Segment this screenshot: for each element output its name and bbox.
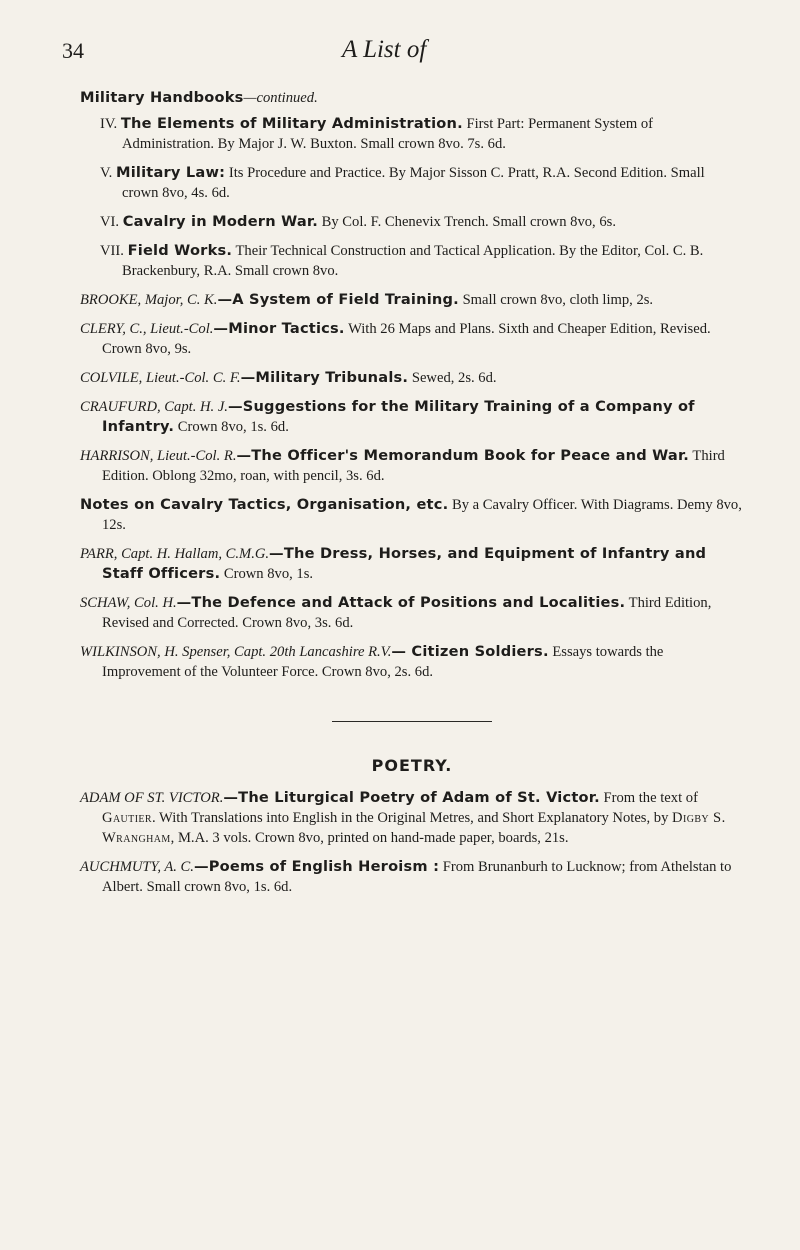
entry-author: AUCHMUTY, A. C.: [80, 859, 194, 875]
poetry-entry: [80, 857, 744, 897]
entry-details: Crown 8vo, 1s.: [223, 566, 314, 582]
entry-details: By a Cavalry Officer. With Diagrams. Demy 8vo, 12s.: [102, 497, 742, 533]
catalogue-entry: [80, 495, 744, 535]
entry-title: The Elements of Military Administration.: [120, 115, 463, 132]
entry-details: , M.A. 3 vols. Crown 8vo, printed on hand-made paper, boards, 21s.: [170, 830, 569, 846]
editor-name: Gautier: [102, 810, 152, 826]
catalogue-entry: [80, 397, 744, 437]
translator-name: Digby S. Wrangham: [102, 810, 726, 846]
entry-numeral: V.: [100, 165, 113, 181]
entry-title: —Military Tribunals.: [240, 369, 409, 386]
handbook-entry-vi: [80, 212, 744, 232]
entry-numeral: IV.: [100, 116, 118, 132]
catalogue-entry: [80, 593, 744, 633]
entry-details: By Col. F. Chenevix Trench. Small crown 8vo, 6s.: [321, 214, 616, 230]
entry-details: . With Translations into English in the Original Metres, and Short Explanatory Notes, by: [152, 810, 669, 826]
catalogue-entry: [80, 319, 744, 359]
running-title: A List of: [342, 36, 427, 63]
poetry-entry: [80, 788, 744, 848]
entry-title: —The Defence and Attack of Positions and Localities.: [176, 594, 626, 611]
entry-title: Notes on Cavalry Tactics, Organisation, etc.: [80, 496, 449, 513]
entry-details: Crown 8vo, 1s. 6d.: [177, 419, 289, 435]
catalogue-entry: [80, 642, 744, 682]
section-divider: [332, 721, 492, 722]
entry-details: Their Technical Construction and Tactical Application. By the Editor, Col. C. B. Brackenbury, R.A. Small crown 8vo.: [122, 243, 704, 279]
handbook-entry-vii: [80, 241, 744, 281]
entry-details: With 26 Maps and Plans. Sixth and Cheaper Edition, Revised. Crown 8vo, 9s.: [102, 321, 711, 357]
entry-details: Third Edition. Oblong 32mo, roan, with pencil, 3s. 6d.: [102, 448, 725, 484]
entry-numeral: VII.: [100, 243, 124, 259]
running-head: [62, 38, 738, 68]
entry-details: Its Procedure and Practice. By Major Sisson C. Pratt, R.A. Second Edition. Small crown 8vo, 4s. 6d.: [122, 165, 705, 201]
entry-details: Third Edition, Revised and Corrected. Crown 8vo, 3s. 6d.: [102, 595, 712, 631]
entry-title: —Suggestions for the Military Training of a Company of Infantry.: [102, 398, 695, 435]
section-divider-wrap: [80, 708, 744, 728]
entry-author: CLERY, C., Lieut.-Col.: [80, 321, 214, 337]
entry-details: From the text of: [603, 790, 698, 806]
entry-title: —Poems of English Heroism :: [193, 858, 440, 875]
entry-details: Small crown 8vo, cloth limp, 2s.: [462, 292, 654, 308]
entry-author: BROOKE, Major, C. K.: [80, 292, 218, 308]
entry-title: Field Works.: [127, 242, 233, 259]
poetry-heading: POETRY.: [371, 756, 453, 775]
catalogue-content: [80, 88, 744, 906]
entry-numeral: VI.: [100, 214, 120, 230]
entry-title: —A System of Field Training.: [217, 291, 459, 308]
entry-author: WILKINSON, H. Spenser, Capt. 20th Lancashire R.V.: [80, 644, 392, 660]
entry-title: Military Law:: [115, 164, 226, 181]
entry-title: Cavalry in Modern War.: [122, 213, 318, 230]
catalogue-entry: [80, 368, 744, 388]
catalogue-entry: [80, 290, 744, 310]
handbook-entry-iv: [80, 114, 744, 154]
entry-title: —The Officer's Memorandum Book for Peace and War.: [236, 447, 690, 464]
entry-title: —The Dress, Horses, and Equipment of Infantry and Staff Officers.: [102, 545, 707, 582]
entry-author: COLVILE, Lieut.-Col. C. F.: [80, 370, 241, 386]
catalogue-entry: [80, 544, 744, 584]
entry-details: First Part: Permanent System of Administration. By Major J. W. Buxton. Small crown 8vo. 7s. 6d.: [122, 116, 653, 152]
entry-author: HARRISON, Lieut.-Col. R.: [80, 448, 237, 464]
handbook-entry-v: [80, 163, 744, 203]
page-number: 34: [62, 38, 84, 63]
entry-author: SCHAW, Col. H.: [80, 595, 177, 611]
entry-title: —Minor Tactics.: [213, 320, 345, 337]
continued-note: —continued.: [243, 90, 318, 106]
catalogue-entry: [80, 446, 744, 486]
entry-details: Sewed, 2s. 6d.: [411, 370, 497, 386]
entry-details: From Brunanburh to Lucknow; from Athelstan to Albert. Small crown 8vo, 1s. 6d.: [102, 859, 732, 895]
entry-author: ADAM OF ST. VICTOR.: [80, 790, 224, 806]
series-title: Military Handbooks: [80, 89, 244, 106]
entry-title: — Citizen Soldiers.: [391, 643, 549, 660]
military-handbooks-heading: [80, 88, 744, 108]
entry-details: Essays towards the Improvement of the Volunteer Force. Crown 8vo, 2s. 6d.: [102, 644, 664, 680]
entry-title: —The Liturgical Poetry of Adam of St. Victor.: [223, 789, 600, 806]
entry-author: PARR, Capt. H. Hallam, C.M.G.: [80, 546, 270, 562]
entry-author: CRAUFURD, Capt. H. J.: [80, 399, 228, 415]
